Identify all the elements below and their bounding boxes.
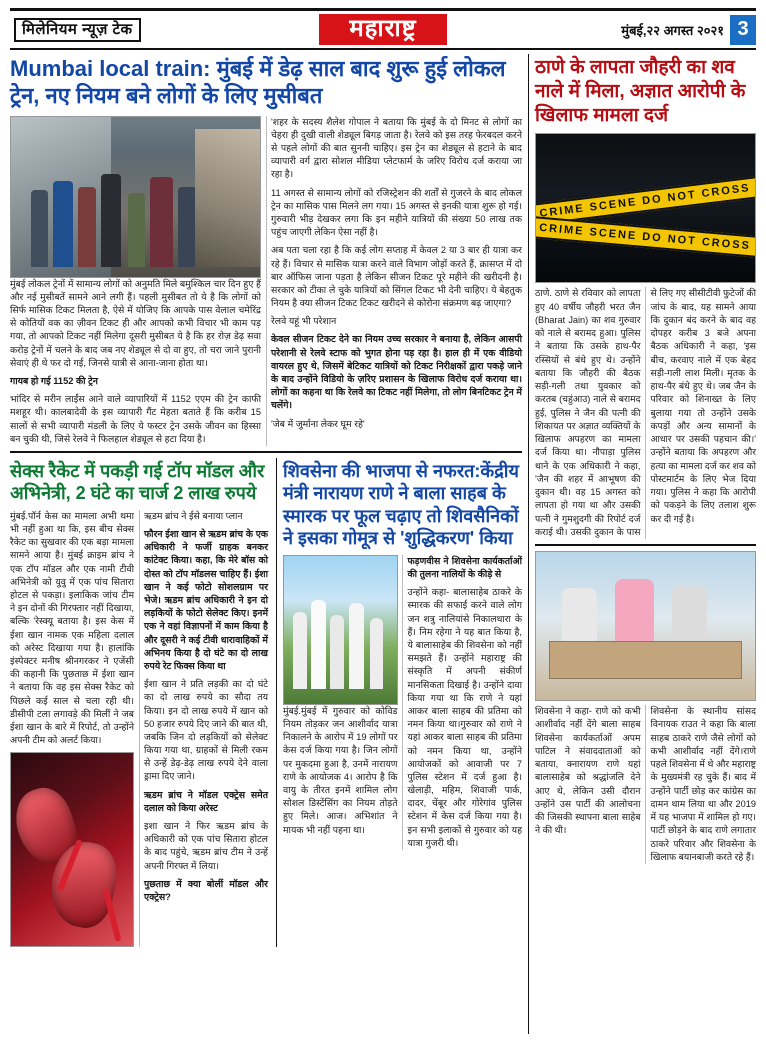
ss-para-0: मुंबई.मुंबई में गुरुवार को कोविड नियम तोड़कर जन आशीर्वाद यात्रा निकालने के आरोप में 19 लोगों पर केस दर्ज किया गया है। जिन लोगों पर मुकदमा हुआ है, उनमें नारायण राणे के आयोजक 4। आरोप है कि वायु के तीरत इनमें शामिल लोग सोशल डिस्टेंसिंग का नियम तोड़ते हुए मिले। आज। अभिशांत ने मायक भी नहीं पहना था। [283, 705, 398, 835]
shivsena-side-body [535, 705, 756, 864]
lead-para-7: केवल सीजन टिकट देने का नियम उच्च सरकार ने बनाया है, लेकिन आसपी परेशानी से रेलवे स्टाफ को भुगत होना पड़ रहा है। हाल ही में एक वीडियो वायरल हुए थे, जिसमें बेटिकट यात्रियों को टिकट निरीक्षकों द्वारा पकड़े जाने के बाद उन्होंने विडियो के ज़रिए प्रशासन के खिलाफ विरोध दर्ज कराया था। लोगों का कहना था कि रेलवे का टिकट नहीं मिलेगा, तो लोग बिनटिकट ट्रेन में चलेंगे। [271, 334, 522, 411]
crime-tape-top: CRIME SCENE DO NOT CROSS [535, 175, 756, 228]
side-column [528, 54, 756, 1034]
page-grid [10, 54, 756, 1034]
lead-para-0: मुंबई लोकल ट्रेनों में सामान्य लोगों को अनुमति मिले बमुश्किल चार दिन हुए हैं और नई मुसीबतें सामने आने लगी हैं। पहली मुसीबत तो ये है कि लोगों को सिर्फ मासिक टिकट मिलता है, ऐसे में योजिए कि आपके पास वेलाल चमेरिंद्र से कोतियों वक का ज़ीवन टिकट ही और आपको कभी विचार भी काम पड़ गया, तो आपको टिकट नहीं मिलेगा दूसरी मुसीबत ये है कि हर रोज़ डेढ़ सवा करोड़ ट्रेनों में चलने के बाद जब नए शेड्यूल से दो वा हुए, तो चरा जाने पुरानी सेवाएं ही थे फर दो गई, जिनसे यात्री से आना-जाना होता था। [10, 278, 261, 368]
crime-tape-bottom: CRIME SCENE DO NOT CROSS [535, 215, 756, 259]
sr-para-2: फौरन ईशा खान से ऋडम ब्रांच के एक अधिकारी ने फर्जी ग्राहक बनकर कांटेक्ट किया। कहा, कि मेरे बॉस को दोस्त को टॉप मॉडलस चाहिए हैं। ईशा खान ने कई फोटो सोशलग्राम पर भेजे। ऋडम ब्रांच अधिकारी ने इन दो लड़कियों के फोटो सेलेक्ट किए। इनमें एक ने वहां विज्ञापनों में काम किया है और दूसरी ने कई टीवी धारावाहिकों में अभिनय किया है दो घंटे का दो लाख रुपये रेट फिक्स किया था [144, 529, 268, 671]
sr-para-1: ऋडम ब्रांच ने ईसे बनाया प्लान [144, 510, 243, 521]
mumbai-local-train-photo [10, 116, 261, 278]
lead-para-6: रेलवे यहूं भी परेशान [271, 316, 337, 327]
ss-para-1: फड़णवीस ने शिवसेना कार्यकर्ताओं की तुलना नालियों के कीड़े से [407, 555, 522, 580]
sr-para-0: मुंबई.पॉर्न केस का मामला अभी थमा भी नहीं हुआ था कि, इस बीच सेक्स रैकेट का सुखवार की एक बड़ा मामला सामने आया है। मुंबई क्राइम ब्रांच ने एक टॉप मॉडल और एक नामी टीवी अभिनेत्री को युवु में एक पांच सितारा होटल से पकड़ा। इलाकिक जांच टीम ने इन दोनों की गिरफ्तार नहीं दिखाया, बल्कि 'रेस्क्यू बताया है। इस केस में ईशा खान नामक एक महिला दलाल को अरेस्ट दिखाया गया है। हालांकि इंस्पेक्टर मनीष श्रीनगरकर ने एजेंसी की कहानी कि पुछताछ में ईशा खान ने बताया कि वह इस सेक्स रैकेट को पिछले कई साल से चला रही थी। डीसीपी टला लगावड़े की मिलीं ने जब ईशा खान के बारे में रिपोर्ट, तो उन्होंने अपनी टीम को अलर्ट किया। [10, 510, 134, 746]
ss-para-2: उन्होंने कहा- बालासाहेब ठाकरे के स्मारक की सफाई करने वाले लोग जन शत्रु नालियांसे निकालधारा के हैं। निम रहेगा ने यह बात किया है, ये बालासाहेब की शिवसेना को नहीं समझते हैं। उन्होंने महाराष्ट्र की संस्कृति में अपनी संकीर्ण मानसिकता दिखाई है। उन्होंने दावा किया गया था कि राणे ने यहां आकर बाला साहब की प्रतिमा को नमन किया था।गुरुवार को राणे ने यहां आकर बाला साहब की प्रतिमा को नमन किया था, उन्होंने आयोजकों को आवाजी पर 7 पुलिस स्टेशन में दर्ज हुआ है। खेलाड़ी, महिम, शिवाजी पार्क, दादर, चेंबूर और गोरेगांव पुलिस स्टेशन में केस दर्ज किया गया है। इन सभी इलाकों से गुरुवार को यह यात्रा गुजरी थी। [407, 587, 522, 848]
side-para-0: ठाणे. ठाणे से रविवार को लापता हुए 40 वर्षीय जौहरी भरत जैन (Bharat Jain) का शव गुरुवार को नाले से बरामद हुआ। पुलिस ने बताया कि उसके हाथ-पैर रस्सियों से बंधे हुए थे। उन्होंने बताया कि जौहरी की बैठक सड़ी-गली तथा युवकार को करतब (चहुंआउ) नाले से बरामद हुई, पुलिस ने जैन की पत्नी की शिकायत पर अज्ञात व्यक्तियों के खिलाफ अपहरण का मामला दर्ज किया था। नौपाड़ा पुलिस थाने के एक अधिकारी ने कहा, 'जैन की शहर में आभूषण की दुकान थी। वह 15 अगस्त को लापता हो गया था और उसकी पत्नी ने गुमशुदगी की रिपोर्ट दर्ज कराई थी। उसकी दुकान के पास से लिए गए सीसीटीवी फुटेजों की जांच के बाद, यह सामने आया कि दुकान बंद करने के बाद वह दोपहर करीब 3 बजे अपना बैठक अधिकारी ने कहा, 'इस बीच, करवाए नाले में एक बेहद सड़ी-गली लाश मिली। मृतक के हाथ-पैर बंधे हुए थे। जब जैन के परिवार को शिनाख्त के लिए बुलाया गया तो उन्होंने उसके कपड़ों और अन्य सामानों के आधार पर उसकी पहचान की।' उन्होंने बताया कि अपहरण और हत्या का मामला दर्ज कर शव को पोस्टमार्टम के लिए भेज दिया गया। पुलिस ने कहा कि आरोपी को पकड़ने के लिए तलाश शुरू कर दी गई है। [535, 288, 756, 537]
office-visit-photo [535, 551, 756, 701]
lead-para-3: 'शहर के सदस्य शैलेश गोपाल ने बताया कि मुंबई के दो मिनट से लोगों का चेहरा ही दुखी वाली शेड्यूल बिगड़ जाता है। रेलवे को इस तरह फेरबदल करने से पहले लोगों की बात सुननी चाहिए। इस ट्रेन का शेड्यूल से हटाने के बाद व्यापारी वर्ग द्वारा सोशल मीडिया प्लेटफार्म के जरिए विरोध दर्ज कराया जा रहा है। [271, 116, 522, 180]
sex-racket-headline: सेक्स रैकेट में पकड़ी गई टॉप मॉडल और अभिनेत्री, 2 घंटे का चार्ज 2 लाख रुपये [10, 460, 265, 504]
masthead-center [220, 11, 546, 48]
red-high-heels-photo [10, 752, 134, 947]
side-story-body [535, 287, 756, 539]
masthead-right [546, 11, 756, 48]
sr-para-3: ईशा खान ने प्रति लड़की का दो घंटे का दो लाख रुपये का सौदा तय किया। इन दो लाख रुपये में खान को 50 हजार रुपये दिए जाने की बात थी, जबकि जिन दो लड़कियों को सेलेक्ट किया गया था, ग्राहकों से मिली रकम से उन्हें डेढ़-डेढ़ लाख रुपये देने वाला ड्रामा दिए जाने। [144, 679, 268, 782]
shivsena-body [283, 555, 522, 850]
ss-side-para-4: शिवसेना के स्थानीय सांसद विनायक राउत ने कहा कि बाला साहब ठाकरे राणे जैसे लोगों को कभी आशीर्वाद नहीं देंगे।राणे पहले शिवसेना में थे और महाराष्ट्र के मुख्यमंत्री रह चुके हैं। बाद में उन्होंने पार्टी छोड़ कर कांग्रेस का दामन थाम लिया था और 2019 में यह भाजपा में शामिल हो गए। पार्टी छोड़ने के बाद राणे लगातार ठाकरे परिवार और शिवसेना के खिलाफ बयानबाजी करते रहे हैं। [650, 706, 756, 862]
lead-story-body [10, 116, 522, 446]
shivsena-memorial-photo [283, 555, 398, 705]
lead-headline: Mumbai local train: मुंबई में डेढ़ साल बाद शुरू हुई लोकल ट्रेन, नए नियम बने लोगों के लिए मुसीबत [10, 56, 506, 108]
ss-side-para-3: शिवसेना ने कहा- राणे को कभी आशीर्वाद नहीं देंगे बाला साहब शिवसेना कार्यकर्ताओं अपम पाटिल ने संवाददाताओं को बताया, क्नारायण राणे यहां बालासाहेब को श्रद्धांजलि देने आए थे, लेकिन उसी दौरान उन्होंने उस पार्टी की आलोचना की जिसकी स्थापना बाला साहेब ने की थी। [535, 706, 641, 836]
masthead-left [10, 11, 220, 48]
edition-date: मुंबई,२२ अगस्त २०२१ [621, 22, 724, 38]
shivsena-headline: शिवसेना की भाजपा से नफरत:केंद्रीय मंत्री नारायण राणे ने बाला साहब के स्मारक पर फूल चढ़ाए तो शिवसैनिकों ने इसका गोमूत्र से 'शुद्धिकरण' किया [283, 460, 519, 549]
lead-para-2: भांदिर से मरीन लाईंस आने वाले व्यापारियों में 1152 एएम की ट्रेन काफी मशहूर थी। कालबादेवी के इस व्यापारी गैंट मेहता बताते हैं कि करीब 15 सालों से सभी व्यापारी मंडली के लिए ये फस्टर ट्रेन उसके जीवन का हिस्सा बन चुकी थी, जिसे रेलवे ने फिलहाल शेड्यूल से हटा दिया है। [10, 394, 261, 444]
sex-racket-body [10, 510, 268, 947]
sr-para-6: पुछताछ में क्या बोलीं मॉडल और एक्ट्रेस? [144, 878, 268, 902]
lead-para-1: गायब हो गई 1152 की ट्रेन [10, 375, 98, 386]
lead-para-4: 11 अगस्त से सामान्य लोगों को रजिस्ट्रेशन की शर्तों से गुजरने के बाद लोकल ट्रेन का मासिक पास मिलने लग गया। 15 अगस्त से इनकी यात्रा शुरू हो गई। गुरुवारी भीड़ देखकर लगा कि इन महीने यात्रियों की संख्या 50 लाख तक पहुंच जाएगी लेकिन ऐसा नहीं है। [271, 187, 522, 238]
sr-para-4: ऋडम ब्रांच ने मॉडल एक्ट्रेस समेत दलाल को किया अरेस्ट [144, 789, 268, 813]
sr-para-5: इशा खान ने फिर ऋडम ब्रांच के अधिकारी को एक पांच सितारा होटल के बाद पहुंचे, ऋडम ब्रांच टीम ने उन्हें अपनी गिरफ्त में लिया। [144, 821, 268, 871]
main-column [10, 54, 522, 1034]
section-title: महाराष्ट्र [319, 14, 446, 45]
shivsena-story [276, 458, 522, 947]
lead-para-5: अब पता चला रहा है कि कई लोग सप्ताह में केवल 2 या 3 बार ही यात्रा कर रहे हैं। विचार से मासिक यात्रा करने वाले विभाग जोड़ों करते हैं, क्रासप्त में दो बार ऑफिस जाना पड़ता है लेकिन सीजन टिकट पूरे महीने की खरीदनी है। सरकार को टीका ले चुके यात्रियों को सिंगल टिकट भी देनी चाहिए। ये बेहतुक नियम है क्या सीजन टिकट टिकट खरीदने से कोरोना संक्रमण बढ़ जाएगा? [271, 245, 522, 309]
publication-logo: मिलेनियम न्यूज़ टेक [14, 18, 141, 42]
page-number-badge: 3 [730, 15, 756, 45]
sex-racket-story [10, 458, 268, 947]
masthead [10, 8, 756, 50]
side-headline: ठाणे के लापता जौहरी का शव नाले में मिला, अज्ञात आरोपी के खिलाफ मामला दर्ज [535, 57, 746, 126]
crime-scene-photo [535, 133, 756, 283]
lead-para-8: 'जेब में जुर्माना लेकर घूम रहे' [271, 418, 365, 429]
shivsena-side-continuation [535, 551, 756, 864]
